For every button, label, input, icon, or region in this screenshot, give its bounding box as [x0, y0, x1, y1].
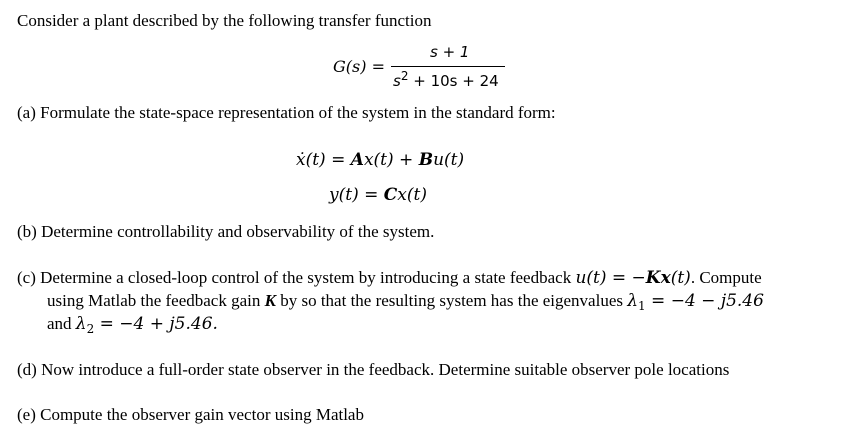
denominator-rest: + 10s + 24	[408, 72, 499, 90]
state-equation	[296, 150, 464, 170]
part-d-text: (d) Now introduce a full-order state observer in the feedback. Determine suitable observer pole locations	[17, 360, 730, 379]
denominator-base: s	[393, 72, 401, 90]
transfer-function-denominator	[393, 69, 499, 90]
lambda-1-symbol: λ	[627, 291, 639, 311]
matrix-c: C	[383, 185, 398, 205]
lambda-2-value: = −4 + j5.46.	[94, 314, 218, 334]
part-c-line-3	[47, 314, 218, 339]
part-e-text: (e) Compute the observer gain vector using Matlab	[17, 405, 364, 424]
eigenvalue-1	[627, 291, 764, 311]
transfer-function-numerator: s + 1	[430, 43, 470, 61]
state-equation-mid: x(t) +	[363, 150, 419, 170]
state-equation-lhs: ẋ(t) =	[296, 150, 351, 170]
feedback-law-u: u(t) = −	[575, 268, 646, 288]
part-c-line-3-text: and	[47, 314, 76, 333]
part-c-line-1	[17, 268, 762, 288]
part-c-line-1-suffix: . Compute	[690, 268, 762, 287]
part-c-line-2	[47, 291, 764, 316]
lambda-2-subscript: 2	[86, 322, 95, 336]
feedback-law-t: (t)	[670, 268, 691, 288]
eigenvalue-2	[76, 314, 218, 334]
feedback-law	[575, 268, 690, 288]
matrix-b: B	[418, 150, 434, 170]
transfer-function-lhs: G(s) =	[333, 57, 385, 76]
gain-k-symbol-2: K	[264, 291, 276, 310]
part-c-line-1-text: (c) Determine a closed-loop control of the system by introducing a state feedback	[17, 268, 576, 287]
lambda-1-value: = −4 − j5.46	[645, 291, 764, 311]
lambda-1-subscript: 1	[638, 299, 646, 313]
output-equation-end: x(t)	[397, 185, 427, 205]
output-equation-lhs: y(t) =	[329, 185, 384, 205]
part-c-line-2-text: using Matlab the feedback gain	[47, 291, 265, 310]
part-a-text: (a) Formulate the state-space representation of the system in the standard form:	[17, 103, 556, 122]
matrix-a: A	[350, 150, 364, 170]
part-c-line-2-mid: by so that the resulting system has the eigenvalues	[275, 291, 628, 310]
lambda-2-symbol: λ	[75, 314, 87, 334]
fraction-bar	[391, 66, 505, 67]
output-equation	[329, 185, 427, 205]
gain-k-symbol: K	[645, 268, 661, 288]
state-equation-end: u(t)	[433, 150, 465, 170]
intro-text: Consider a plant described by the following transfer function	[17, 11, 432, 30]
part-b-text: (b) Determine controllability and observability of the system.	[17, 222, 435, 241]
denominator-exponent: 2	[400, 69, 409, 83]
state-x-symbol: x	[660, 268, 671, 288]
